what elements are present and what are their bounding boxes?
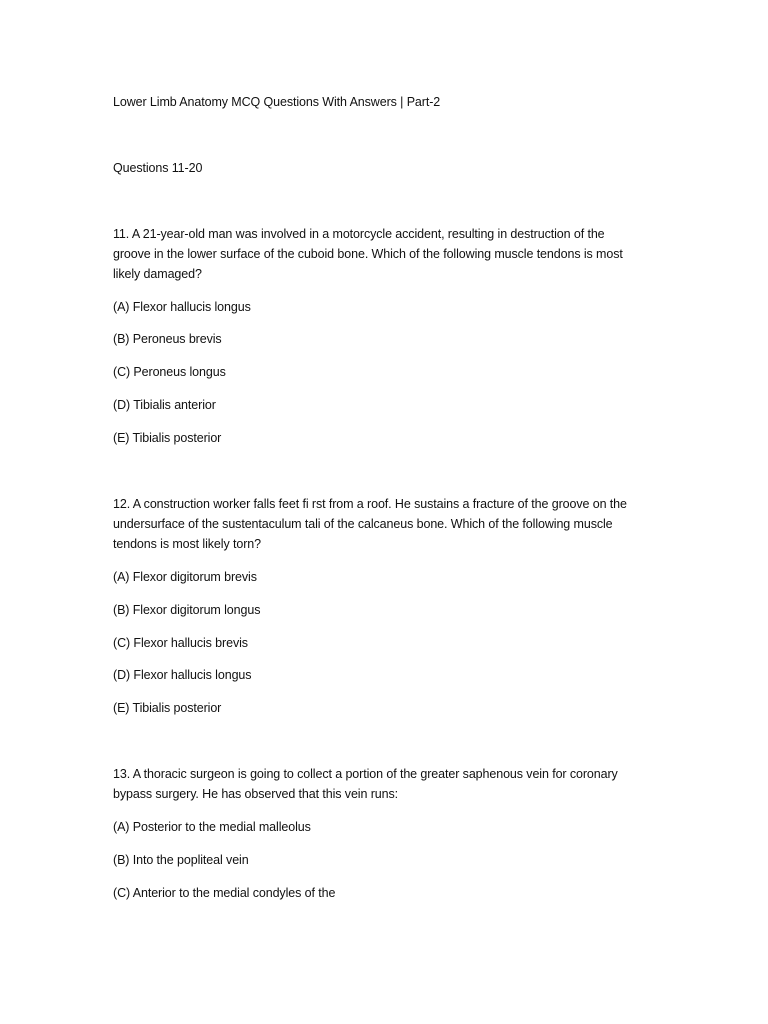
answer-option: (E) Tibialis posterior: [113, 431, 222, 445]
answer-option: (B) Into the popliteal vein: [113, 853, 249, 867]
question-stem-line: groove in the lower surface of the cuboid bone. Which of the following muscle tendons is most: [113, 247, 623, 261]
question-stem-line: likely damaged?: [113, 267, 202, 281]
section-heading: Questions 11-20: [113, 161, 203, 175]
answer-option: (D) Tibialis anterior: [113, 398, 216, 412]
question-stem-line: 13. A thoracic surgeon is going to collect a portion of the greater saphenous vein for coronary: [113, 767, 618, 781]
question-stem-line: bypass surgery. He has observed that this vein runs:: [113, 787, 398, 801]
answer-option: (E) Tibialis posterior: [113, 701, 222, 715]
question-stem-line: tendons is most likely torn?: [113, 537, 261, 551]
answer-option: (C) Anterior to the medial condyles of the: [113, 886, 336, 900]
question-stem-line: 12. A construction worker falls feet fi rst from a roof. He sustains a fracture of the groove on the: [113, 497, 627, 511]
answer-option: (B) Peroneus brevis: [113, 332, 222, 346]
answer-option: (B) Flexor digitorum longus: [113, 603, 261, 617]
document-title: Lower Limb Anatomy MCQ Questions With Answers | Part-2: [113, 95, 441, 109]
answer-option: (C) Peroneus longus: [113, 365, 226, 379]
answer-option: (C) Flexor hallucis brevis: [113, 636, 248, 650]
answer-option: (A) Flexor hallucis longus: [113, 300, 251, 314]
answer-option: (A) Flexor digitorum brevis: [113, 570, 257, 584]
question-stem-line: 11. A 21-year-old man was involved in a motorcycle accident, resulting in destruction of the: [113, 227, 605, 241]
answer-option: (D) Flexor hallucis longus: [113, 668, 252, 682]
question-stem-line: undersurface of the sustentaculum tali of the calcaneus bone. Which of the following muscle: [113, 517, 613, 531]
answer-option: (A) Posterior to the medial malleolus: [113, 820, 311, 834]
